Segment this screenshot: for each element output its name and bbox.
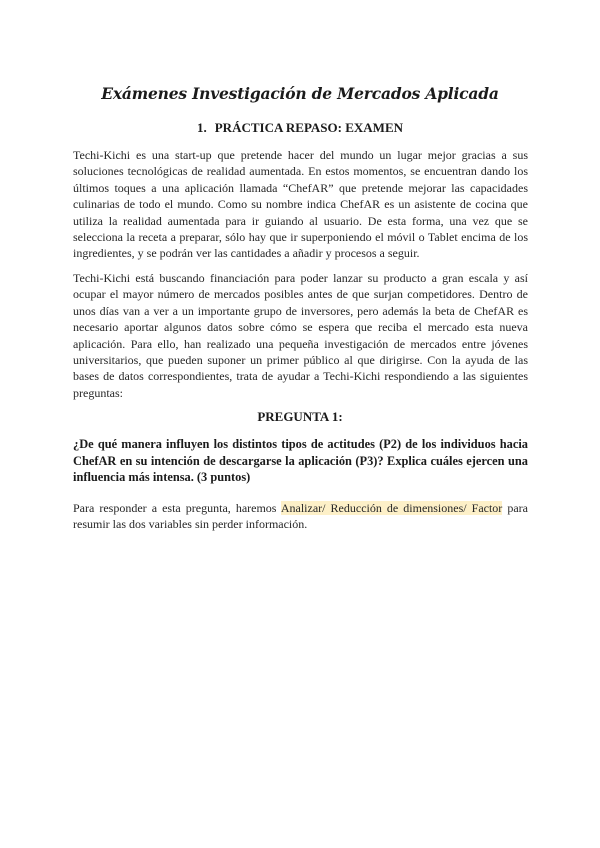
question-text: ¿De qué manera influyen los distintos tipos de actitudes (P2) de los individuos hacia ChefAR en su intención de descargarse la aplicación (P3)? Explica cuáles ejercen una influencia más intensa. (3 puntos)	[73, 437, 528, 485]
document-title: Exámenes Investigación de Mercados Aplicada	[101, 84, 499, 103]
context-paragraph: Techi-Kichi está buscando financiación para poder lanzar su producto a gran escala y así ocupar el mayor número de mercados posibles antes de que surjan competidores. Dentro de unos días van a ver a un importante grupo de inversores, pero además la beta de ChefAR es necesario aportar algunos datos sobre cómo se espera que reciba el mercado esta nueva aplicación. Para ello, han realizado una pequeña investigación de mercados entre jóvenes universitarios, que pueden suponer un primer público al que dirigirse. Con la ayuda de las bases de datos correspondientes, trata de ayudar a Techi-Kichi respondiendo a las siguientes preguntas:	[73, 271, 528, 400]
question-heading: PREGUNTA 1:	[257, 409, 343, 424]
section-number: 1.	[196, 120, 207, 135]
answer-text-before: Para responder a esta pregunta, haremos	[73, 501, 281, 515]
highlighted-menu-path: Analizar/ Reducción de dimensiones/ Factor	[280, 501, 503, 515]
section-heading	[0, 120, 600, 136]
intro-paragraph: Techi-Kichi es una start-up que pretende hacer del mundo un lugar mejor gracias a sus soluciones tecnológicas de realidad aumentada. En estos momentos, se encuentran dando los últimos toques a una aplicación llamada “ChefAR” que pretende mejorar las capacidades culinarias de todo el mundo. Como su nombre indica ChefAR es un asistente de cocina que utiliza la realidad aumentada para ir guiando al usuario. De esta forma, una vez que se selecciona la receta a preparar, sólo hay que ir superponiendo el móvil o Tablet encima de los ingredientes, y se podrán ver las cantidades a añadir y procesos a seguir.	[73, 148, 528, 261]
answer-text-after: para resumir las dos variables sin perder información.	[73, 501, 529, 532]
answer-paragraph	[73, 500, 528, 533]
section-heading-text: PRÁCTICA REPASO: EXAMEN	[214, 120, 403, 135]
